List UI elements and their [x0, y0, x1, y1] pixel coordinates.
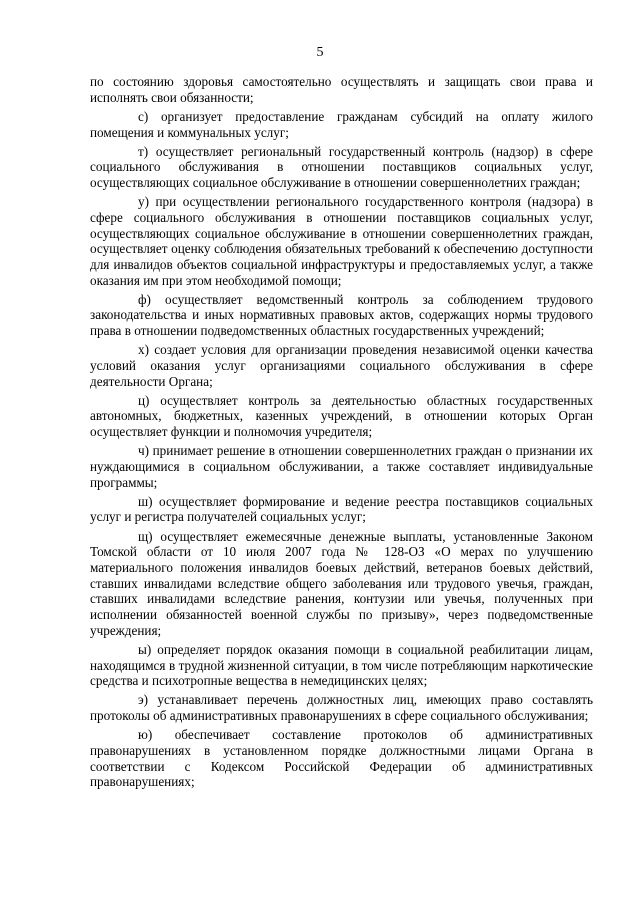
page-number: 5 — [316, 45, 324, 60]
paragraph-f: ф) осуществляет ведомственный контроль за соблюдением трудового законодательства и иных нормативных правовых актов, содержащих нормы трудового права в отношении подведомственных областных государственных учреждений; — [90, 291, 593, 339]
paragraph-y: ы) определяет порядок оказания помощи в социальной реабилитации лицам, находящимся в трудной жизненной ситуации, в том числе потребляющим наркотические средства и психотропные вещества в немедицинских целях; — [90, 641, 593, 689]
paragraph-u: у) при осуществлении регионального государственного контроля (надзора) в сфере социального обслуживания в отношении поставщиков социальных услуг, осуществляющих социальное обслуживание в отношении совершеннолетних граждан, осуществляет оценку соблюдения обязательных требований к обеспечению доступности для инвалидов объектов социальной инфраструктуры и предоставляемых услуг, а также оказания им при этом необходимой помощи; — [90, 194, 593, 288]
paragraph-continuation: по состоянию здоровья самостоятельно осуществлять и защищать свои права и исполнять свои обязанности; — [90, 74, 593, 105]
paragraph-t: т) осуществляет региональный государственный контроль (надзор) в сфере социального обслуживания в отношении поставщиков социальных услуг, осуществляющих социальное обслуживание в отношении совершеннолетних граждан; — [90, 143, 593, 190]
paragraph-sh: ш) осуществляет формирование и ведение реестра поставщиков социальных услуг и регистра получателей социальных услуг; — [90, 493, 593, 525]
paragraph-e: э) устанавливает перечень должностных лиц, имеющих право составлять протоколы об административных правонарушениях в сфере социального обслуживания; — [90, 692, 593, 724]
paragraph-shch: щ) осуществляет ежемесячные денежные выплаты, установленные Законом Томской области от 10 июля 2007 года № 128-ОЗ «О мерах по улучшению материального положения инвалидов боевых действий, ветеранов боевых действий, ставших инвалидами вследствие общего заболевания или трудового увечья, граждан, ставших инвалидами вследствие ранения, контузии или увечья, полученных при исполнении обязанностей военной службы по призыву», через подведомственные учреждения; — [90, 528, 593, 638]
paragraph-ts: ц) осуществляет контроль за деятельностью областных государственных автономных, бюджетных, казенных учреждений, в отношении которых Орган осуществляет функции и полномочия учредителя; — [90, 392, 593, 440]
paragraph-s: с) организует предоставление гражданам субсидий на оплату жилого помещения и коммунальных услуг; — [90, 108, 593, 140]
paragraph-ch: ч) принимает решение в отношении совершеннолетних граждан о признании их нуждающимися в социальном обслуживании, а также составляет индивидуальные программы; — [90, 443, 593, 490]
paragraph-kh: х) создает условия для организации проведения независимой оценки качества условий оказания услуг организациями социального обслуживания в сфере деятельности Органа; — [90, 342, 593, 389]
paragraph-yu: ю) обеспечивает составление протоколов об административных правонарушениях в установленном порядке должностными лицами Органа в соответствии с Кодексом Российской Федерации об административных правонарушениях; — [90, 727, 593, 790]
document-body — [90, 74, 593, 793]
